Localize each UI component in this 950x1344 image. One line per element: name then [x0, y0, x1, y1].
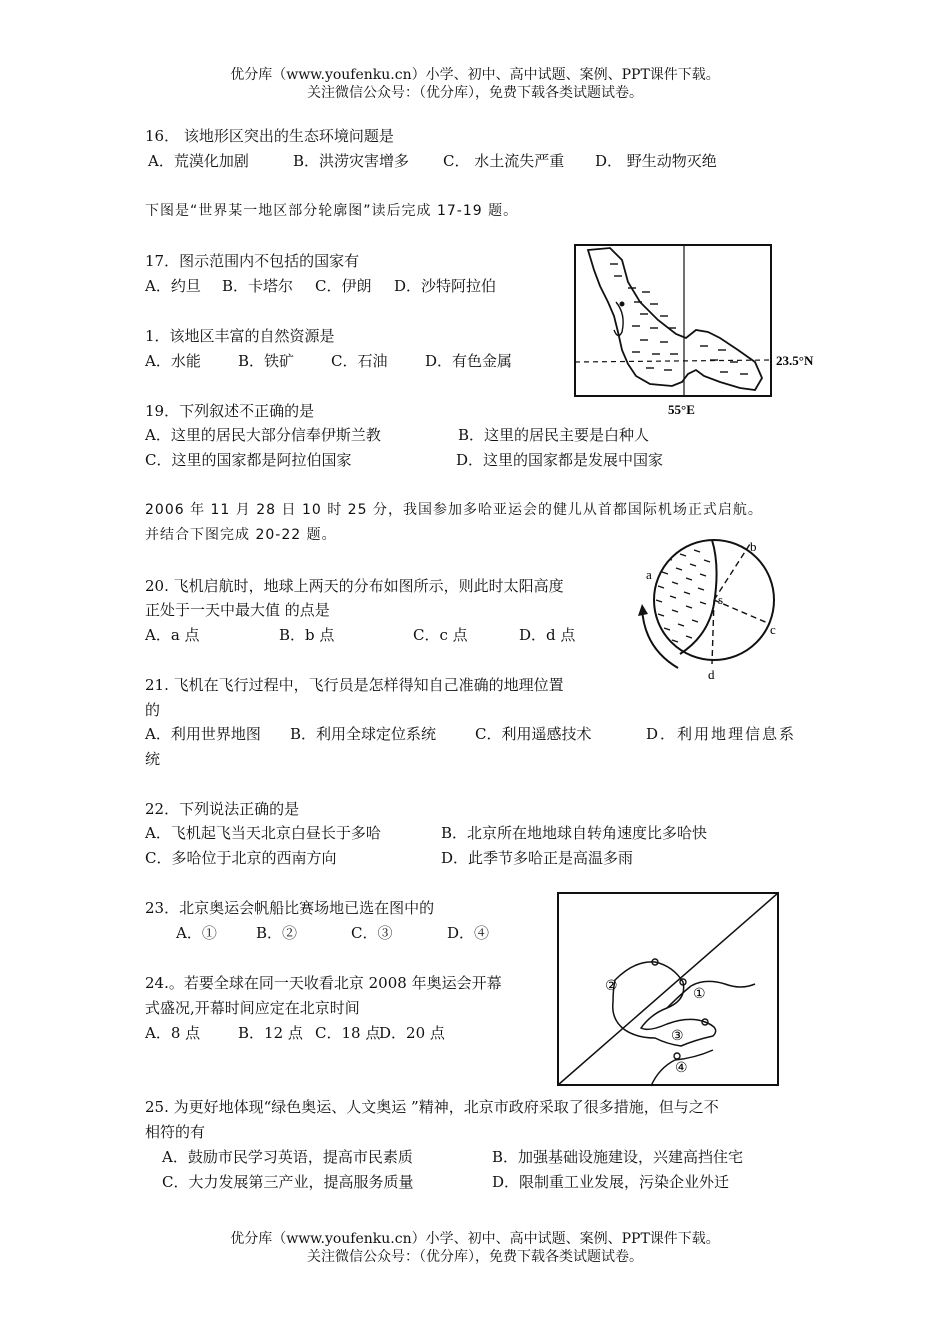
q23-option-c: C．③: [351, 924, 393, 942]
q19-option-a: A．这里的居民大部分信奉伊斯兰教: [145, 426, 381, 444]
map2-diagonal: [558, 893, 778, 1085]
q23-option-a: A．①: [176, 924, 217, 942]
intro-20-22-line2: 并结合下图完成 20-22 题。: [145, 527, 337, 543]
q25-options-row2: [162, 1170, 729, 1194]
q17-option-a: A．约旦: [145, 277, 201, 295]
q21-option-c: C．利用遥感技术: [475, 725, 592, 743]
globe-day-night-diagram: [628, 536, 788, 686]
globe-label-d: d: [708, 667, 715, 682]
q24-option-d: D．20 点: [379, 1024, 445, 1042]
q16-option-a: A．荒漠化加剧: [148, 152, 249, 170]
header-line-1: 优分库（www.youfenku.cn）小学、初中、高中试题、案例、PPT课件下载。: [230, 67, 720, 83]
q24-options: [145, 1021, 445, 1045]
map2-marker-2: ②: [605, 979, 618, 994]
q16-option-d: D． 野生动物灭绝: [595, 152, 717, 170]
q23-options: [176, 921, 489, 945]
q17-option-b: B．卡塔尔: [222, 277, 294, 295]
q25-stem-line2: 相符的有: [145, 1123, 206, 1141]
globe-arrow-head-icon: [638, 604, 648, 616]
q22-stem: 22．下列说法正确的是: [145, 800, 300, 818]
map1-dot: [620, 302, 625, 307]
q20-option-d: D．d 点: [519, 626, 576, 644]
q19-option-d: D．这里的国家都是发展中国家: [456, 451, 664, 469]
globe-label-s: s: [718, 592, 724, 607]
q18-option-a: A．水能: [145, 352, 201, 370]
q25-option-b: B．加强基础设施建设，兴建高挡住宅: [492, 1148, 744, 1166]
q17-options: [145, 274, 496, 298]
q24-option-c: C．18 点: [315, 1024, 381, 1042]
q22-option-d: D．此季节多哈正是高温多雨: [441, 849, 634, 867]
q25-option-c: C．大力发展第三产业，提高服务质量: [162, 1173, 414, 1191]
q16-stem: 16． 该地形区突出的生态环境问题是: [145, 127, 394, 145]
map1-dash-hatching: [610, 264, 748, 374]
q16-options: [148, 149, 717, 173]
q16-option-b: B．洪涝灾害增多: [293, 152, 410, 170]
q24-option-b: B．12 点: [238, 1024, 303, 1042]
footer-line-2: 关注微信公众号：（优分库），免费下载各类试题试卷。: [307, 1249, 643, 1265]
q18-stem: 1．该地区丰富的自然资源是: [145, 327, 335, 345]
map2-bay-coast: [613, 962, 716, 1046]
q19-option-c: C．这里的国家都是阿拉伯国家: [145, 451, 352, 469]
q21-option-d: D．利用地理信息系: [646, 725, 797, 743]
q21-option-b: B．利用全球定位系统: [290, 725, 437, 743]
q21-options: [145, 722, 796, 746]
q20-stem-line1: 20. 飞机启航时，地球上两天的分布如图所示，则此时太阳高度: [145, 577, 564, 595]
q22-options-row2: [145, 846, 633, 870]
q22-options-row1: [145, 821, 707, 845]
map1-tropic-line: [575, 360, 771, 362]
intro-20-22-line1: 2006 年 11 月 28 日 10 时 25 分，我国参加多哈亚运会的健儿从首都国际机场正式启航。: [145, 502, 763, 518]
q17-option-c: C．伊朗: [315, 277, 372, 295]
q18-option-c: C．石油: [331, 352, 388, 370]
q19-stem: 19．下列叙述不正确的是: [145, 402, 315, 420]
q21-option-d-tail: 统: [145, 750, 161, 768]
q21-stem-line1: 21. 飞机在飞行过程中，飞行员是怎样得知自己准确的地理位置: [145, 676, 564, 694]
q23-option-b: B．②: [256, 924, 298, 942]
q22-option-c: C．多哈位于北京的西南方向: [145, 849, 337, 867]
q20-option-b: B．b 点: [279, 626, 335, 644]
q18-option-d: D．有色金属: [425, 352, 513, 370]
intro-17-19: 下图是“世界某一地区部分轮廓图”读后完成 17-19 题。: [145, 203, 519, 219]
q20-stem-line2: 正处于一天中最大值 的点是: [145, 601, 330, 619]
q21-stem-line2: 的: [145, 701, 161, 719]
q21-option-a: A．利用世界地图: [145, 725, 261, 743]
q16-option-c: C． 水土流失严重: [443, 152, 565, 170]
globe-label-c: c: [770, 622, 776, 637]
map1-longitude-label: 55°E: [668, 402, 695, 417]
q18-option-b: B．铁矿: [238, 352, 295, 370]
header-line-2: 关注微信公众号：（优分库），免费下载各类试题试卷。: [307, 85, 643, 101]
q20-option-a: A．a 点: [145, 626, 200, 644]
map2-peninsula-coast: [667, 981, 755, 1008]
q19-options-row2: [145, 448, 663, 472]
map2-marker-1: ①: [693, 987, 706, 1002]
q23-stem: 23．北京奥运会帆船比赛场地已选在图中的: [145, 899, 435, 917]
map1-coastline: [588, 248, 762, 390]
q19-options-row1: [145, 423, 649, 447]
q25-option-a: A．鼓励市民学习英语，提高市民素质: [162, 1148, 413, 1166]
q17-stem: 17．图示范围内不包括的国家有: [145, 252, 360, 270]
globe-label-a: a: [646, 567, 652, 582]
footer-line-1: 优分库（www.youfenku.cn）小学、初中、高中试题、案例、PPT课件下载。: [230, 1231, 720, 1247]
bohai-coast-map: [555, 890, 785, 1090]
q24-stem-line2: 式盛况,开幕时间应定在北京时间: [145, 999, 360, 1017]
q17-option-d: D．沙特阿拉伯: [394, 277, 497, 295]
q22-option-b: B．北京所在地地球自转角速度比多哈快: [441, 824, 708, 842]
middle-east-outline-map: [570, 242, 830, 422]
q23-option-d: D．④: [447, 924, 490, 942]
q19-option-b: B．这里的居民主要是白种人: [458, 426, 650, 444]
q18-options: [145, 349, 512, 373]
globe-label-b: b: [750, 539, 757, 554]
q20-option-c: C．c 点: [413, 626, 468, 644]
q22-option-a: A．飞机起飞当天北京白昼长于多哈: [145, 824, 381, 842]
q25-option-d: D．限制重工业发展，污染企业外迁: [492, 1173, 730, 1191]
q25-stem-line1: 25. 为更好地体现“绿色奥运、人文奥运 ”精神，北京市政府采取了很多措施，但与之不: [145, 1098, 719, 1116]
q25-options-row1: [162, 1145, 743, 1169]
map1-latitude-label: 23.5°N: [776, 353, 814, 368]
map2-marker-3: ③: [671, 1029, 684, 1044]
q24-stem-line1: 24.。若要全球在同一天收看北京 2008 年奥运会开幕: [145, 974, 502, 992]
map2-marker-4: ④: [675, 1061, 688, 1076]
q24-option-a: A．8 点: [145, 1024, 201, 1042]
q20-options: [145, 623, 575, 647]
